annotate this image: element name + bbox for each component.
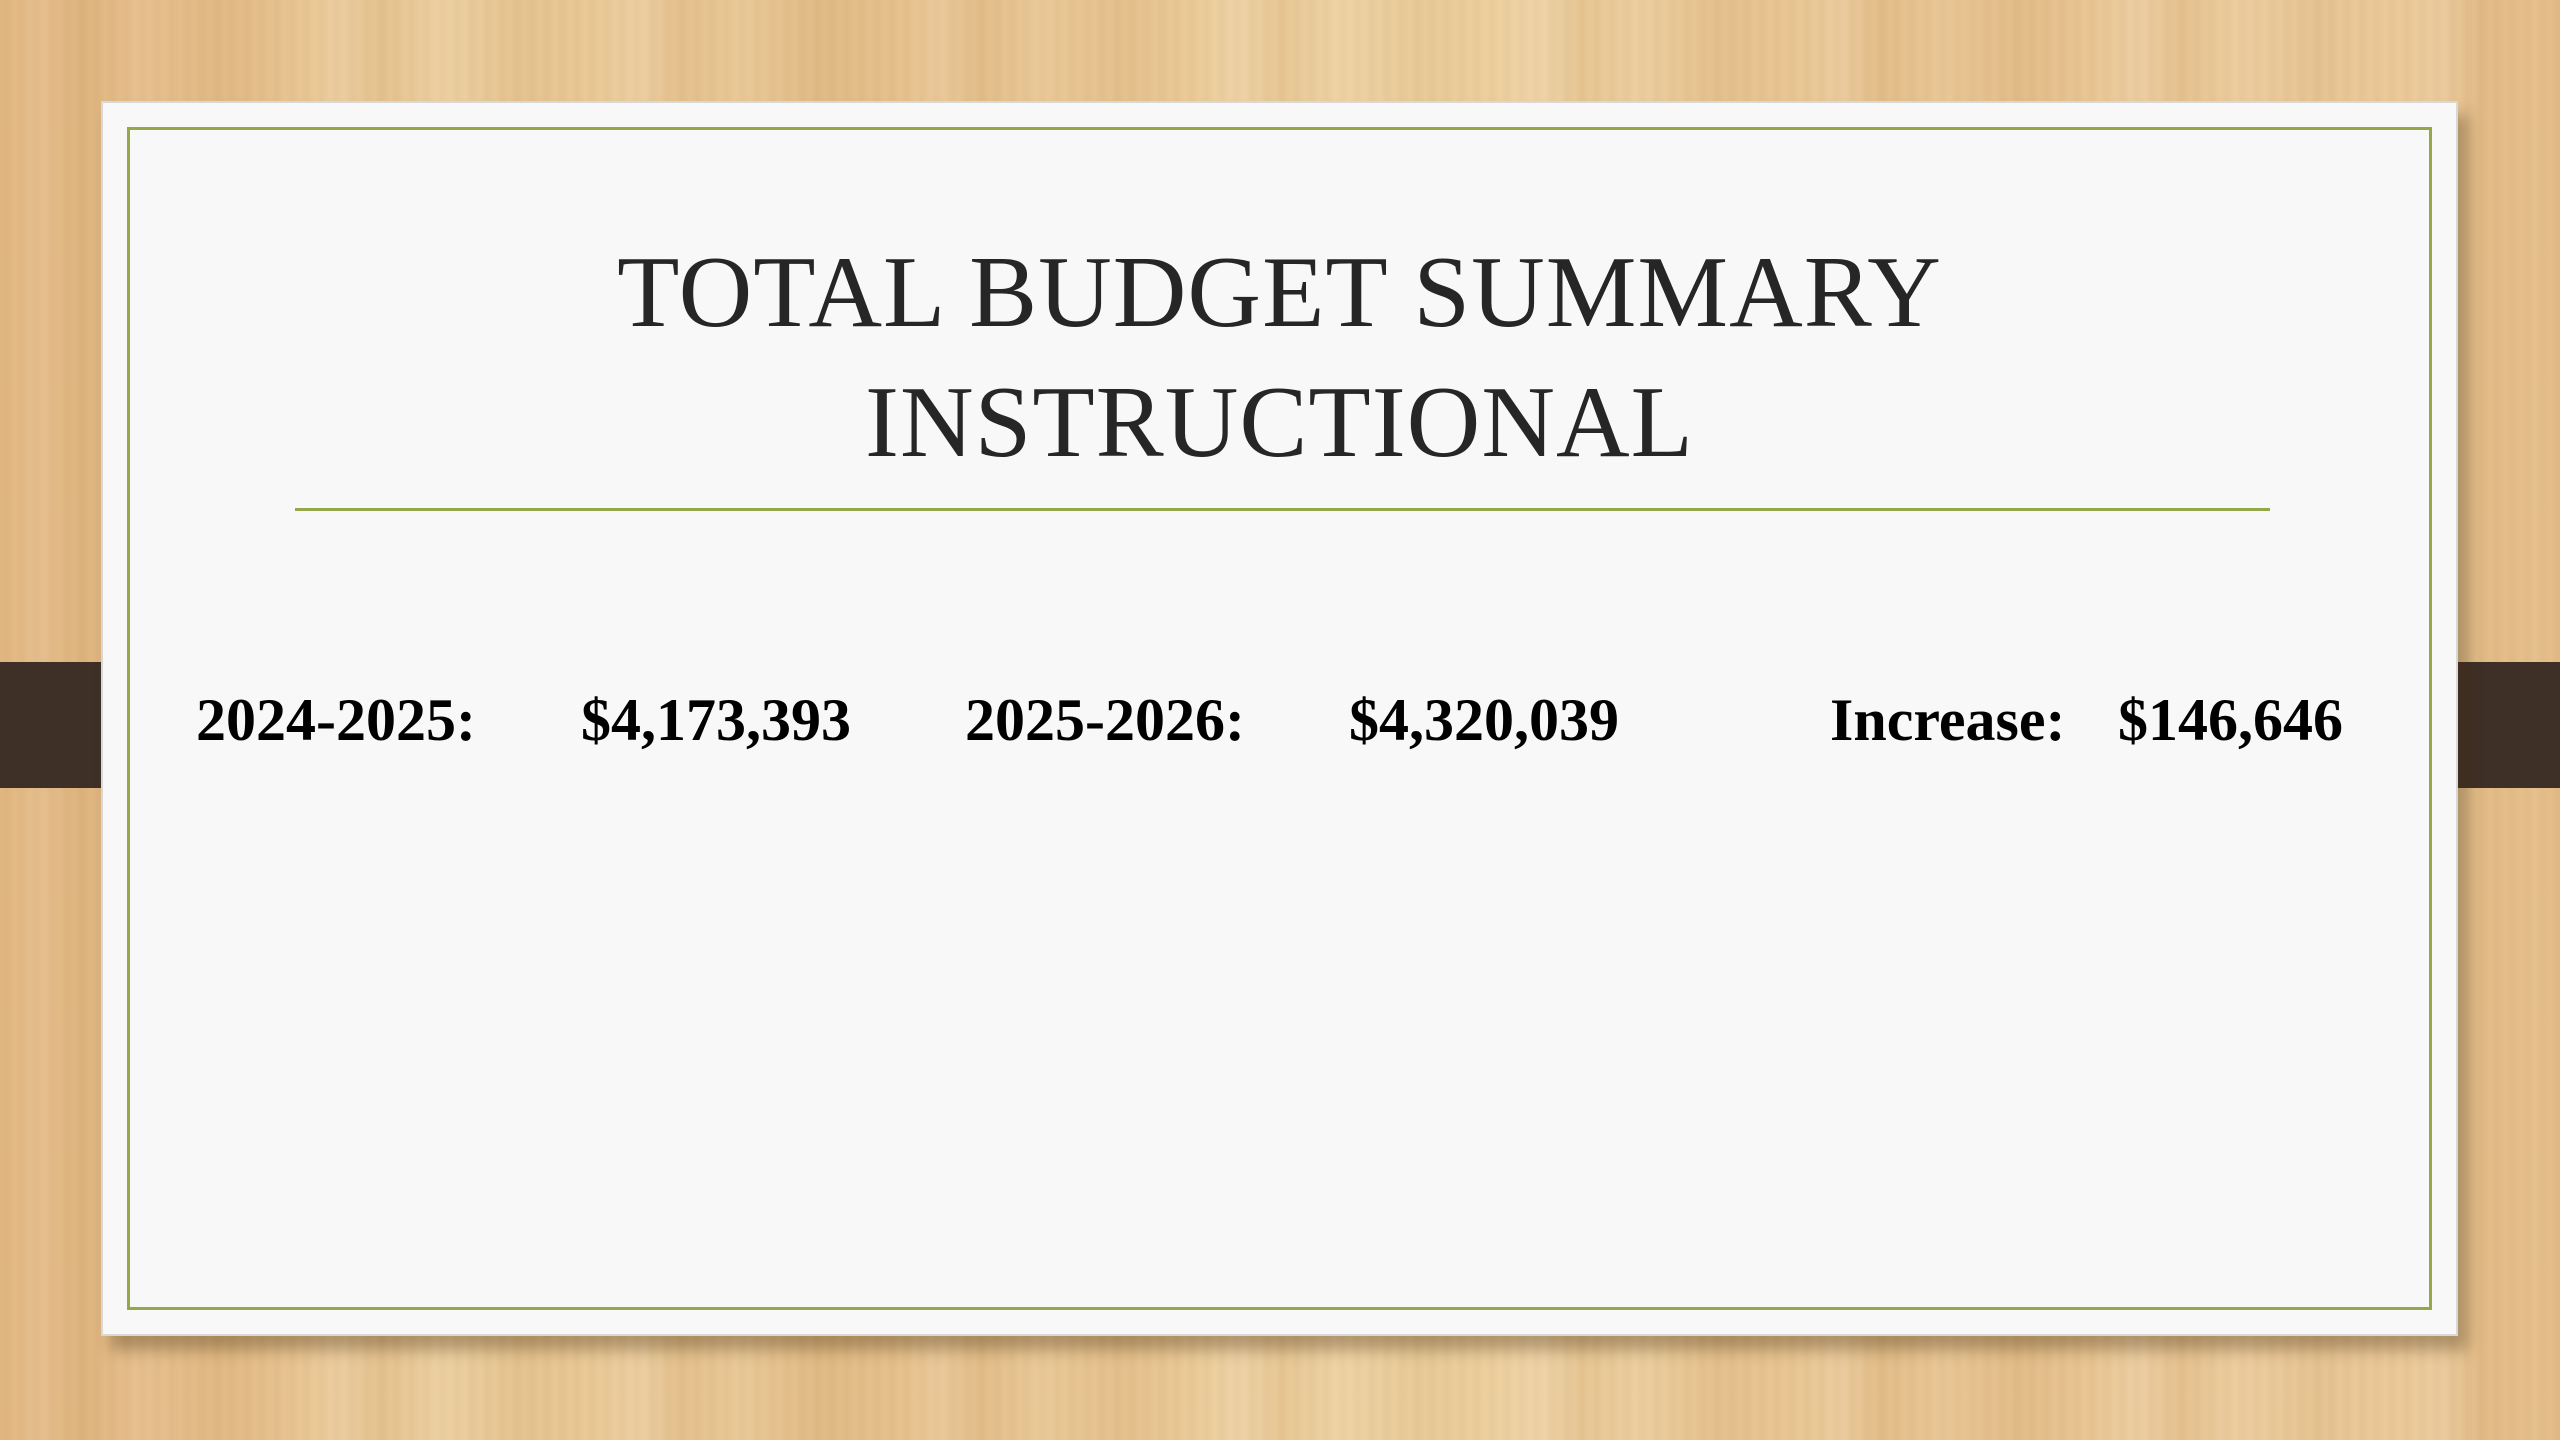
prior-year-label: 2024-2025: (196, 687, 476, 753)
title-line-2: INSTRUCTIONAL (865, 366, 1694, 479)
increase-amount: $146,646 (2118, 687, 2343, 753)
prior-year-amount: $4,173,393 (581, 687, 851, 753)
current-year-label: 2025-2026: (965, 687, 1245, 753)
title-line-1: TOTAL BUDGET SUMMARY (617, 236, 1942, 349)
current-year-amount: $4,320,039 (1349, 687, 1619, 753)
slide-title (103, 228, 2456, 488)
increase-label: Increase: (1830, 687, 2066, 753)
title-divider (295, 508, 2270, 511)
